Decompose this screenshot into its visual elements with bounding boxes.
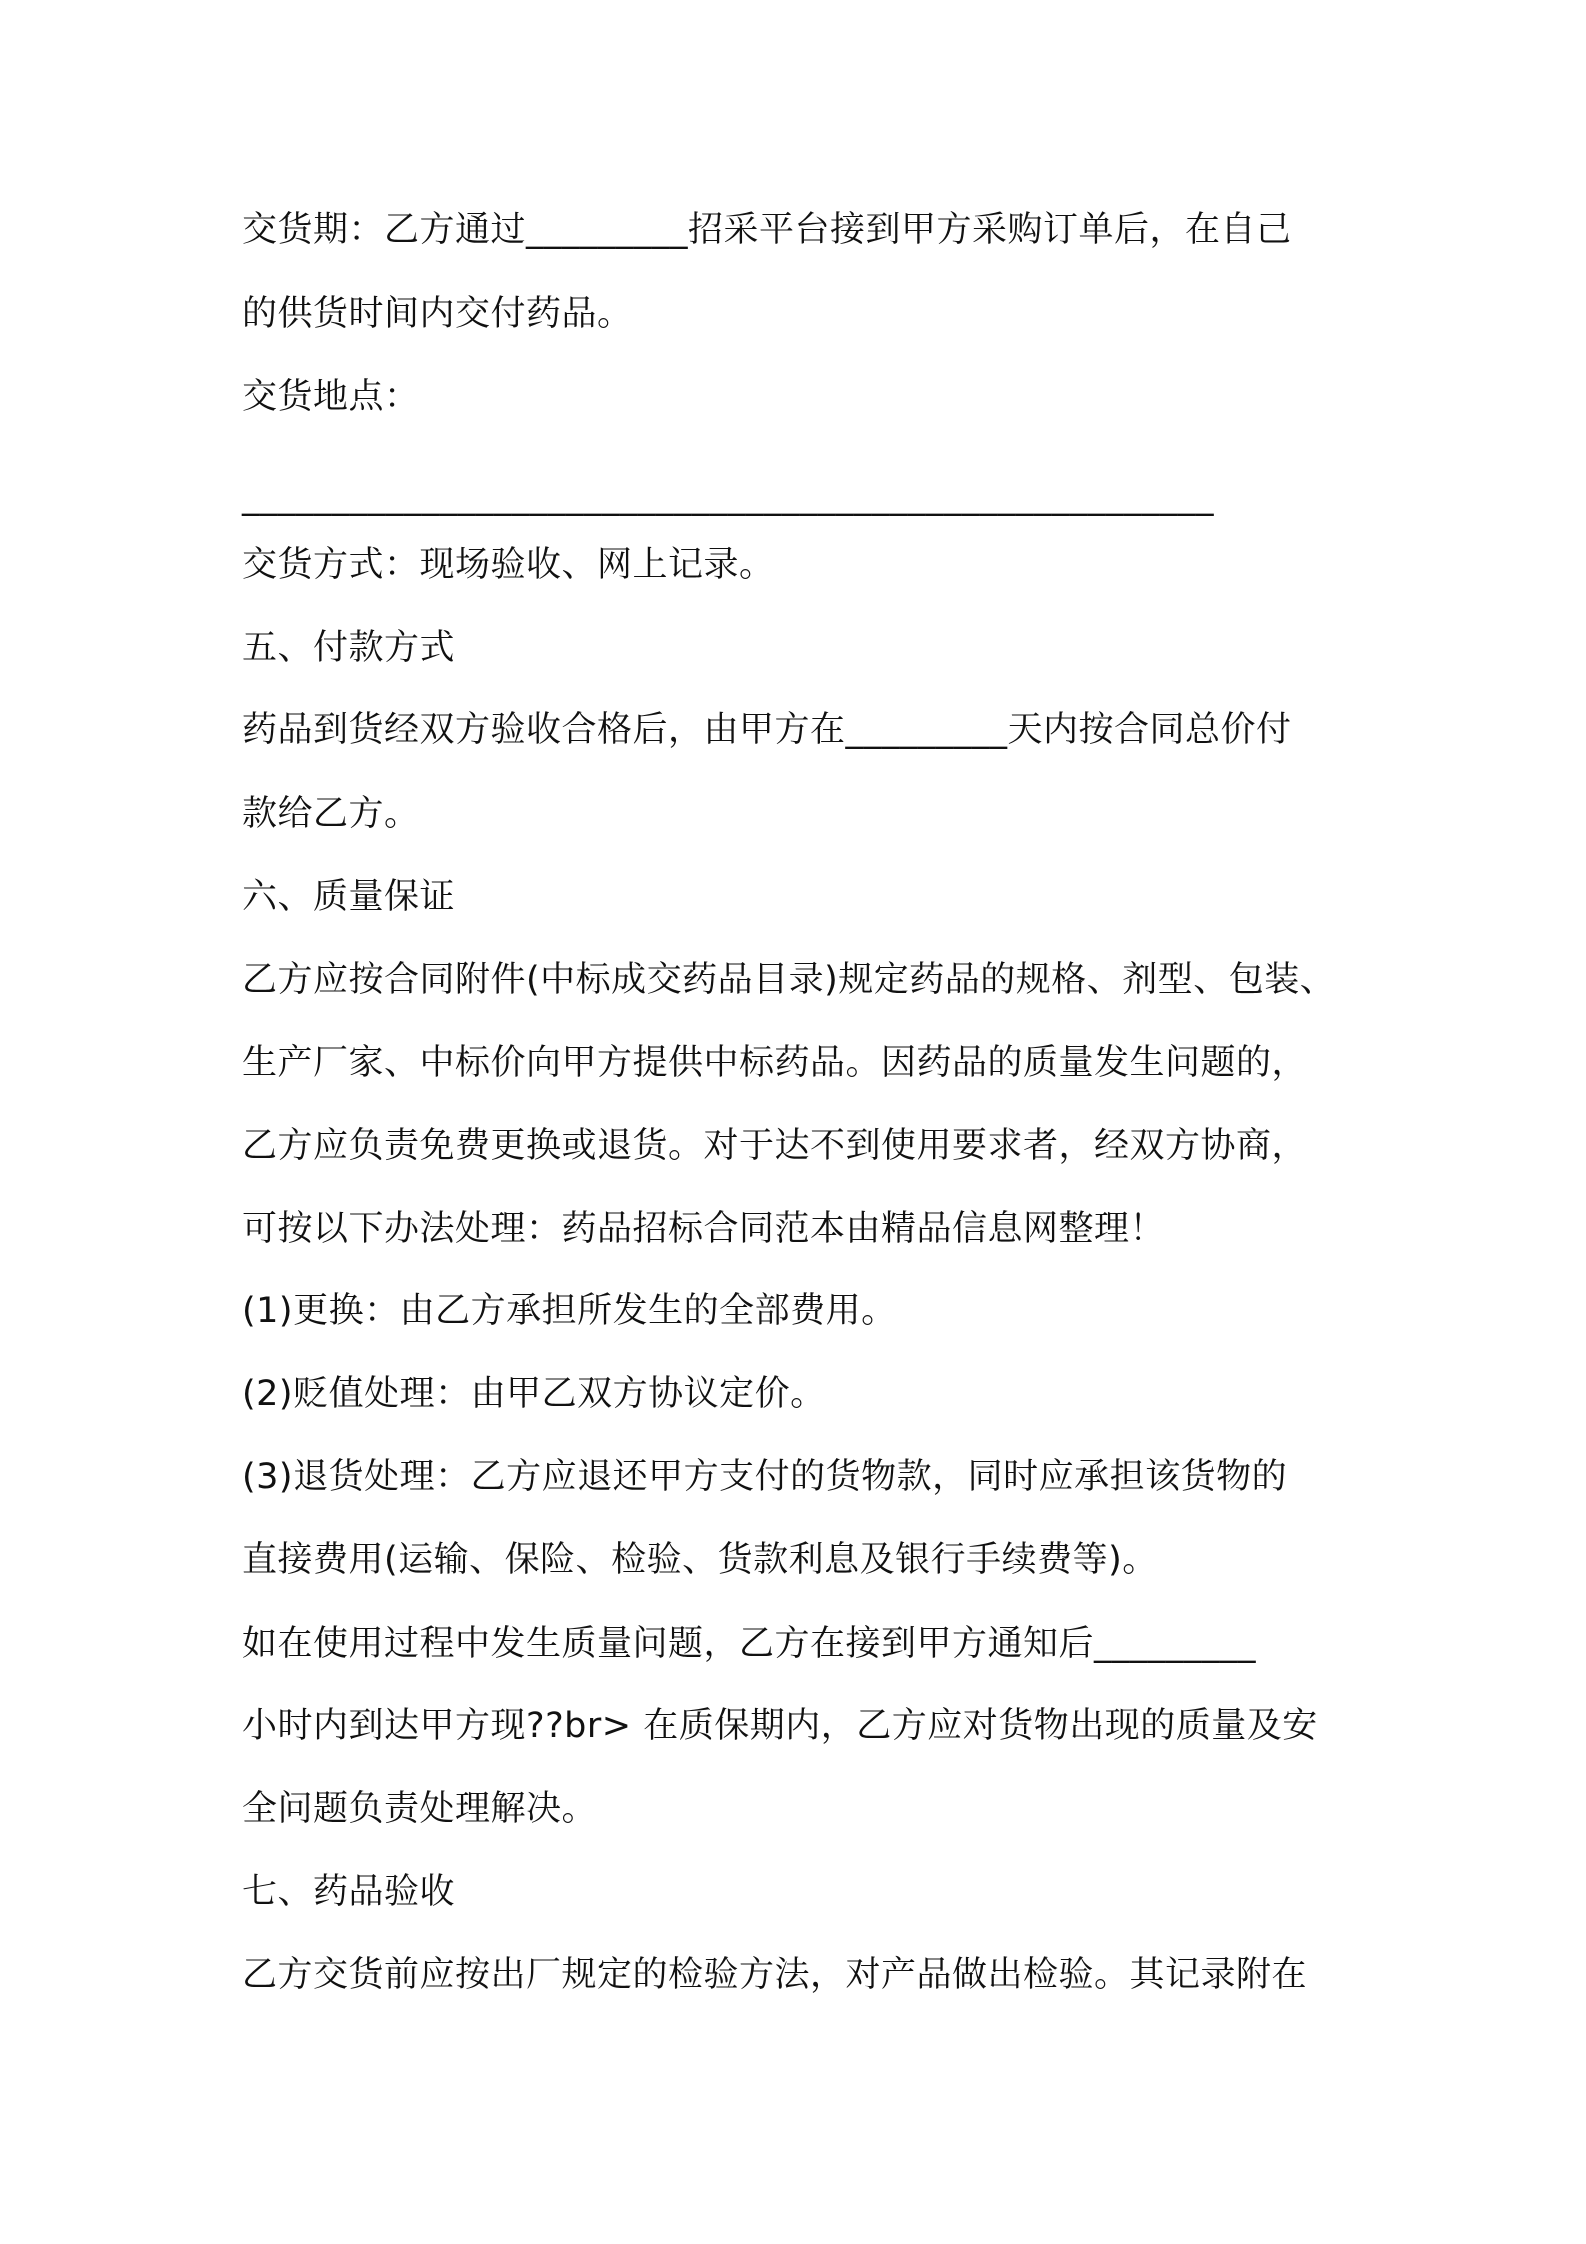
text-line: 交货期：乙方通过_________招采平台接到甲方采购订单后，在自己 (242, 210, 1292, 250)
text-line: 的供货时间内交付药品。 (242, 294, 633, 334)
section-heading: 五、付款方式 (242, 628, 456, 668)
section-heading: 七、药品验收 (242, 1872, 456, 1912)
text-line: (2)贬值处理：由甲乙双方协议定价。 (242, 1374, 826, 1414)
text-line: 直接费用(运输、保险、检验、货款利息及银行手续费等)。 (242, 1540, 1158, 1580)
text-line: 如在使用过程中发生质量问题，乙方在接到甲方通知后_________ (242, 1624, 1257, 1664)
text-line: 款给乙方。 (242, 794, 420, 834)
text-line: 交货地点： (242, 377, 420, 417)
text-line: 乙方应按合同附件(中标成交药品目录)规定药品的规格、剂型、包装、 (242, 960, 1336, 1000)
text-line: 乙方交货前应按出厂规定的检验方法，对产品做出检验。其记录附在 (242, 1955, 1308, 1995)
text-line: ______________________________________________________ (242, 477, 1214, 517)
text-line: 乙方应负责免费更换或退货。对于达不到使用要求者，经双方协商， (242, 1126, 1308, 1166)
text-line: (1)更换：由乙方承担所发生的全部费用。 (242, 1291, 897, 1331)
text-line: 生产厂家、中标价向甲方提供中标药品。因药品的质量发生问题的， (242, 1043, 1308, 1083)
text-line: 可按以下办法处理：药品招标合同范本由精品信息网整理！ (242, 1209, 1166, 1249)
text-line: 全问题负责处理解决。 (242, 1789, 598, 1829)
section-heading: 六、质量保证 (242, 877, 456, 917)
text-line: 药品到货经双方验收合格后，由甲方在_________天内按合同总价付 (242, 710, 1292, 750)
text-line: 小时内到达甲方现??br> 在质保期内，乙方应对货物出现的质量及安 (242, 1706, 1318, 1746)
text-line: 交货方式：现场验收、网上记录。 (242, 545, 775, 585)
text-line: (3)退货处理：乙方应退还甲方支付的货物款，同时应承担该货物的 (242, 1457, 1288, 1497)
